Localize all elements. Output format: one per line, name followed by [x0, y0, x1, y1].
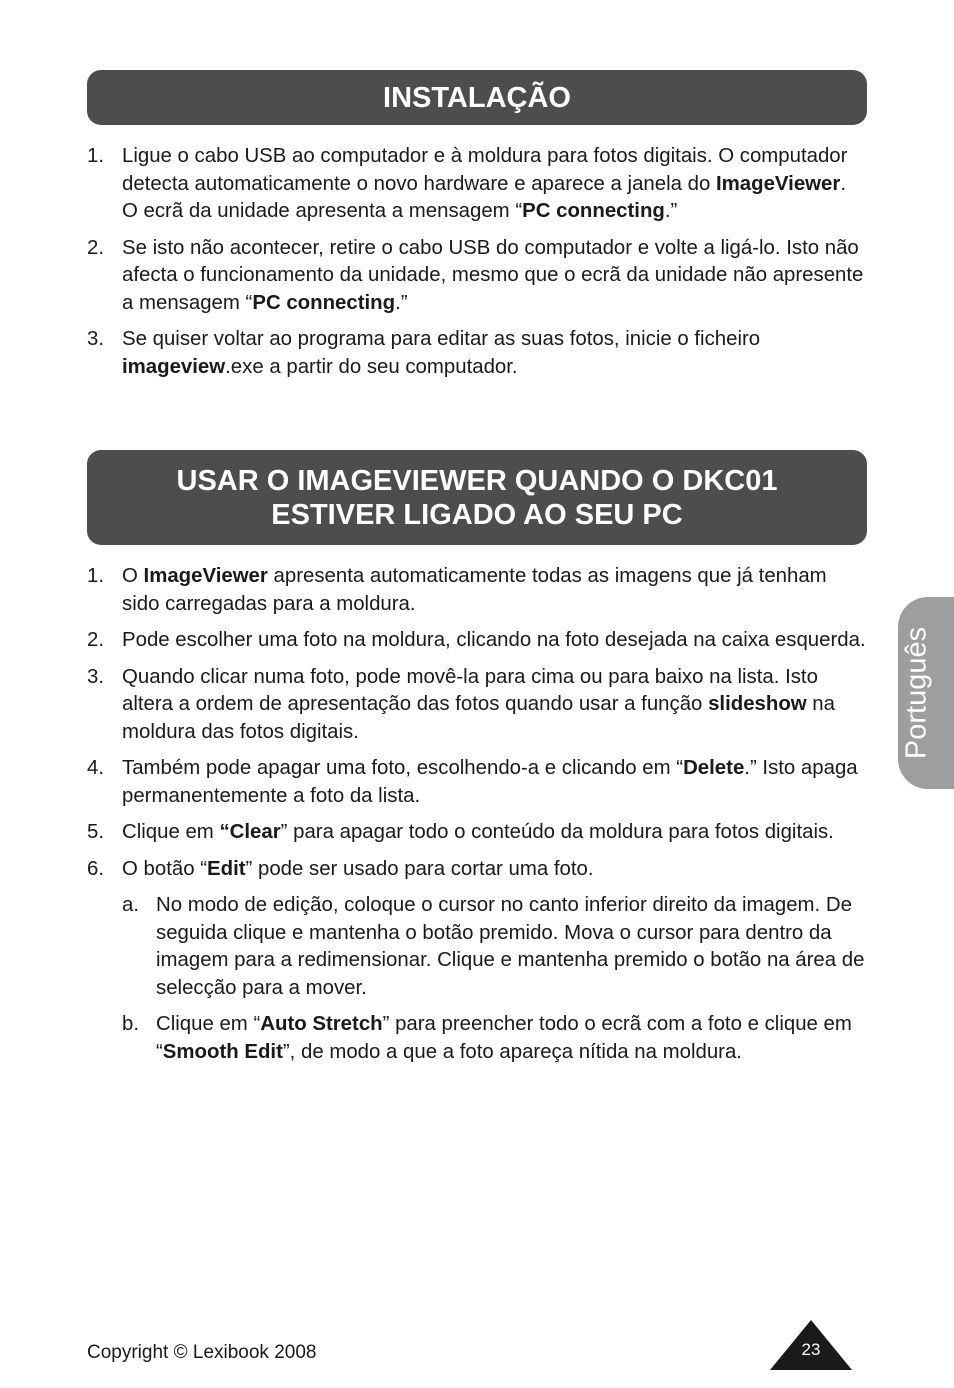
section-header-usar-imageviewer: [87, 450, 867, 545]
list-item: [87, 819, 867, 847]
text: Quando clicar numa foto, pode movê-la para cima ou para baixo na lista. Isto altera a ordem de apresentação das fotos quando usar a função: [122, 665, 818, 715]
text: . O ecrã da unidade apresenta a mensagem “: [122, 172, 846, 222]
copyright-footer: Copyright © Lexibook 2008: [87, 1342, 317, 1363]
sub-list-item: [122, 892, 867, 1002]
bold-text: “Clear: [219, 821, 281, 843]
page-number: 23: [801, 1340, 821, 1359]
text: ”, de modo a que a foto apareça nítida na moldura.: [282, 1040, 742, 1063]
bold-text: Auto Stretch: [260, 1013, 383, 1035]
sub-item-letter: a.: [122, 894, 140, 916]
text: Também pode apagar uma foto, escolhendo-a e clicando em “: [122, 757, 684, 779]
sub-item-letter: b.: [122, 1013, 140, 1035]
text: Clique em “: [156, 1013, 261, 1035]
imageviewer-steps: [87, 563, 867, 1075]
text: .”: [664, 200, 678, 222]
text: ” para apagar todo o conteúdo da moldura para fotos digitais.: [280, 821, 834, 843]
bold-text: ImageViewer: [143, 565, 268, 587]
text: ” para preencher todo o ecrã com a foto e clique em “: [156, 1013, 852, 1063]
item-number: 3.: [87, 328, 105, 350]
section-title-line2: ESTIVER LIGADO AO SEU PC: [271, 499, 683, 531]
item-number: 6.: [87, 857, 105, 880]
bold-text: PC connecting: [522, 200, 665, 222]
text: Pode escolher uma foto na moldura, clicando na foto desejada na caixa esquerda.: [122, 629, 866, 651]
item-number: 4.: [87, 757, 105, 779]
text: .exe a partir do seu computador.: [225, 355, 518, 378]
text: Clique em: [122, 821, 220, 843]
text: .”: [395, 291, 408, 314]
text: O botão “: [122, 857, 208, 880]
text: Se isto não acontecer, retire o cabo USB do computador e volte a ligá-lo. Isto não afecta o funcionamento da unidade, mesmo que o ecrã da unidade não apresente a mensagem “: [122, 236, 864, 314]
language-tab-label: Português: [900, 626, 933, 760]
item-number: 3.: [87, 665, 105, 688]
section-header-instalacao: [87, 70, 867, 125]
text: Se quiser voltar ao programa para editar as suas fotos, inicie o ficheiro: [122, 328, 761, 350]
item-number: 1.: [87, 145, 105, 167]
text: na moldura das fotos digitais.: [122, 693, 835, 743]
list-item: [87, 627, 867, 655]
item-number: 1.: [87, 565, 105, 587]
list-item: [87, 563, 867, 618]
text: O: [122, 565, 144, 587]
bold-text: imageview: [122, 355, 226, 378]
bold-text: Delete: [683, 757, 745, 779]
bold-text: slideshow: [708, 693, 807, 715]
list-item: [87, 326, 867, 381]
sub-list-item: [122, 1011, 867, 1066]
list-item: [87, 664, 867, 747]
list-item: [87, 235, 867, 318]
text: Ligue o cabo USB ao computador e à moldura para fotos digitais. O computador detecta automaticamente o novo hardware e aparece a janela do: [122, 145, 848, 195]
text: apresenta automaticamente todas as imagens que já tenham sido carregadas para a moldura.: [122, 565, 827, 615]
item-number: 2.: [87, 629, 105, 651]
section-title-line1: USAR O IMAGEVIEWER QUANDO O DKC01: [176, 465, 778, 497]
list-item: [87, 755, 867, 810]
section-title: INSTALAÇÃO: [383, 82, 571, 114]
bold-text: Smooth Edit: [162, 1040, 283, 1063]
installation-steps: [87, 143, 867, 390]
text: .” Isto apaga permanentemente a foto da lista.: [122, 757, 858, 807]
bold-text: PC connecting: [252, 291, 396, 314]
text: No modo de edição, coloque o cursor no canto inferior direito da imagem. De seguida clique e mantenha o botão premido. Mova o cursor para dentro da imagem para a redimensionar. Clique e mantenha premido o botão na área de selecção para a mover.: [156, 894, 865, 999]
bold-text: Edit: [207, 857, 246, 880]
item-number: 5.: [87, 821, 105, 843]
text: ” pode ser usado para cortar uma foto.: [245, 857, 594, 880]
list-item: [87, 856, 867, 1067]
bold-text: ImageViewer: [716, 172, 841, 195]
item-number: 2.: [87, 236, 105, 259]
list-item: [87, 143, 867, 226]
